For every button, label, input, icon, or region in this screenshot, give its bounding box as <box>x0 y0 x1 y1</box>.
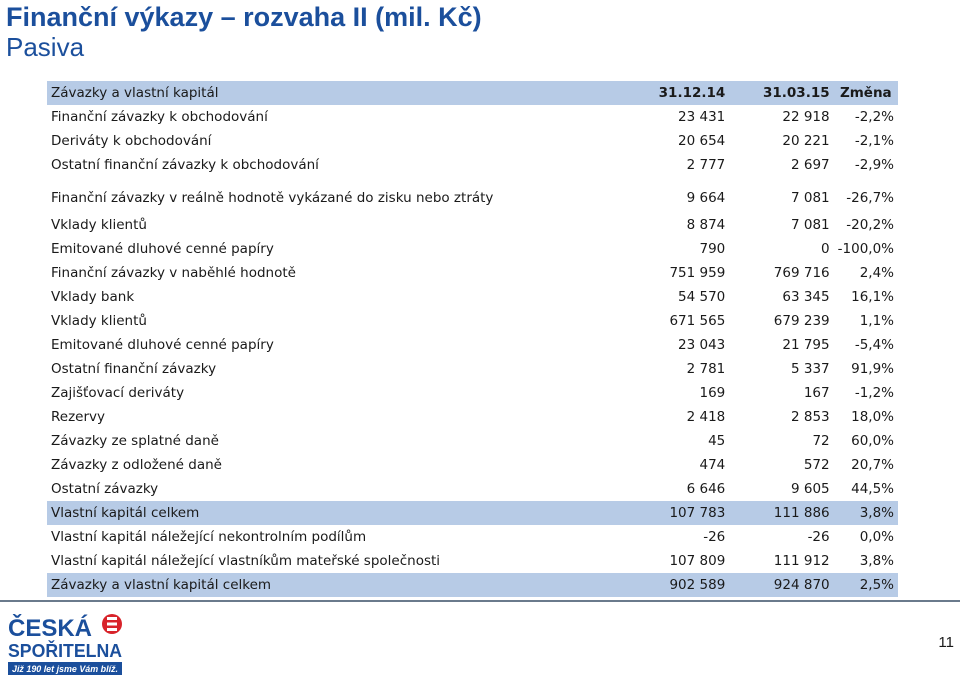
row-label: Vlastní kapitál náležející nekontrolním podílům <box>51 529 367 545</box>
row-value-change: 3,8% <box>859 553 894 569</box>
row-value-change: -5,4% <box>854 337 894 353</box>
logo-emblem-icon <box>102 614 122 634</box>
table-row <box>47 237 898 261</box>
table-row <box>47 549 898 573</box>
table-row <box>47 129 898 153</box>
row-value-31-12-14: 107 809 <box>669 553 726 569</box>
row-value-31-03-15: 72 <box>812 433 830 449</box>
page-subtitle: Pasiva <box>6 32 85 62</box>
row-value-31-03-15: 5 337 <box>790 361 830 377</box>
row-value-31-12-14: 23 431 <box>678 109 726 125</box>
logo-line1: ČESKÁ <box>8 615 93 642</box>
row-value-31-12-14: 20 654 <box>678 133 726 149</box>
ceska-sporitelna-logo <box>6 608 124 676</box>
row-value-change: 20,7% <box>851 457 894 473</box>
row-value-31-12-14: 474 <box>699 457 726 473</box>
row-value-31-12-14: 23 043 <box>678 337 726 353</box>
row-value-31-12-14: 45 <box>708 433 726 449</box>
row-value-31-03-15: 20 221 <box>782 133 830 149</box>
row-value-31-03-15: 2 853 <box>790 409 830 425</box>
row-label: Vlastní kapitál náležející vlastníkům mateřské společnosti <box>51 553 441 569</box>
table-row <box>47 285 898 309</box>
table-row <box>47 153 898 177</box>
row-value-31-03-15: 63 345 <box>782 289 830 305</box>
row-label: Emitované dluhové cenné papíry <box>51 337 274 353</box>
row-value-change: 2,5% <box>834 573 898 597</box>
row-label: Ostatní závazky <box>51 481 159 497</box>
row-value-change: -2,1% <box>854 133 894 149</box>
row-value-change: -26,7% <box>846 190 894 206</box>
row-value-change: 2,4% <box>859 265 894 281</box>
row-value-31-12-14: 54 570 <box>678 289 726 305</box>
column-header-label: Závazky a vlastní kapitál <box>47 81 621 105</box>
row-value-31-03-15: 111 912 <box>773 553 830 569</box>
row-value-change: -100,0% <box>837 241 894 257</box>
row-value-31-12-14: 2 777 <box>686 157 726 173</box>
table-row <box>47 453 898 477</box>
page-title: Finanční výkazy – rozvaha II (mil. Kč) <box>6 2 482 32</box>
row-value-31-12-14: 902 589 <box>621 573 729 597</box>
row-value-31-12-14: 169 <box>699 385 726 401</box>
row-label: Ostatní finanční závazky <box>51 361 217 377</box>
row-label: Finanční závazky v reálně hodnotě vykázané do zisku nebo ztráty <box>51 190 494 206</box>
footer-divider <box>0 600 960 602</box>
row-value-31-03-15: -26 <box>807 529 830 545</box>
row-value-31-12-14: 2 418 <box>686 409 726 425</box>
row-value-change: -20,2% <box>846 217 894 233</box>
table-row <box>47 477 898 501</box>
row-label: Finanční závazky k obchodování <box>51 109 268 125</box>
table-row <box>47 213 898 237</box>
row-value-31-03-15: 22 918 <box>782 109 830 125</box>
row-label: Závazky z odložené daně <box>51 457 222 473</box>
row-value-31-12-14: 107 783 <box>621 501 729 525</box>
row-value-31-12-14: 9 664 <box>686 190 726 206</box>
row-value-31-03-15: 679 239 <box>773 313 830 329</box>
table-row <box>47 177 898 213</box>
table-row <box>47 525 898 549</box>
row-value-change: -2,2% <box>854 109 894 125</box>
table-row <box>47 309 898 333</box>
row-label: Závazky a vlastní kapitál celkem <box>47 573 621 597</box>
balance-sheet-table <box>47 81 898 597</box>
row-value-31-03-15: 924 870 <box>729 573 833 597</box>
row-value-change: 60,0% <box>851 433 894 449</box>
table-row <box>47 405 898 429</box>
row-label: Vklady klientů <box>51 313 147 329</box>
row-value-31-03-15: 111 886 <box>729 501 833 525</box>
row-value-31-03-15: 769 716 <box>773 265 830 281</box>
row-value-change: 91,9% <box>851 361 894 377</box>
table-row <box>47 357 898 381</box>
row-label: Rezervy <box>51 409 105 425</box>
row-label: Závazky ze splatné daně <box>51 433 219 449</box>
row-value-31-12-14: 671 565 <box>669 313 726 329</box>
row-value-31-12-14: 790 <box>699 241 726 257</box>
row-value-31-03-15: 7 081 <box>790 190 830 206</box>
logo-line2: SPOŘITELNA <box>8 641 124 661</box>
table-row <box>47 261 898 285</box>
row-value-change: -1,2% <box>854 385 894 401</box>
table-row-highlighted <box>47 573 898 597</box>
row-value-31-12-14: 8 874 <box>686 217 726 233</box>
row-value-31-12-14: -26 <box>703 529 726 545</box>
row-label: Vklady klientů <box>51 217 147 233</box>
table-header-row <box>47 81 898 105</box>
row-value-change: 0,0% <box>859 529 894 545</box>
table-row <box>47 105 898 129</box>
row-label: Ostatní finanční závazky k obchodování <box>51 157 319 173</box>
page-number: 11 <box>938 634 954 651</box>
row-value-31-12-14: 2 781 <box>686 361 726 377</box>
column-header-change: Změna <box>834 81 898 105</box>
row-label: Zajišťovací deriváty <box>51 385 185 401</box>
row-value-31-03-15: 2 697 <box>790 157 830 173</box>
row-value-change: -2,9% <box>854 157 894 173</box>
row-value-change: 18,0% <box>851 409 894 425</box>
row-label: Vlastní kapitál celkem <box>47 501 621 525</box>
row-value-change: 44,5% <box>851 481 894 497</box>
row-value-31-03-15: 9 605 <box>790 481 830 497</box>
table-row <box>47 381 898 405</box>
logo-tagline: Již 190 let jsme Vám blíž. <box>12 664 118 674</box>
row-value-31-12-14: 751 959 <box>669 265 726 281</box>
row-value-31-03-15: 7 081 <box>790 217 830 233</box>
row-value-31-03-15: 0 <box>821 241 830 257</box>
row-label: Deriváty k obchodování <box>51 133 212 149</box>
row-label: Vklady bank <box>51 289 135 305</box>
row-value-31-03-15: 572 <box>803 457 830 473</box>
row-value-change: 3,8% <box>834 501 898 525</box>
row-label: Emitované dluhové cenné papíry <box>51 241 274 257</box>
table-row <box>47 429 898 453</box>
row-value-31-12-14: 6 646 <box>686 481 726 497</box>
table-row-highlighted <box>47 501 898 525</box>
column-header-31-03-15: 31.03.15 <box>729 81 833 105</box>
row-value-31-03-15: 21 795 <box>782 337 830 353</box>
row-value-31-03-15: 167 <box>803 385 830 401</box>
row-value-change: 1,1% <box>859 313 894 329</box>
column-header-31-12-14: 31.12.14 <box>621 81 729 105</box>
row-label: Finanční závazky v naběhlé hodnotě <box>51 265 296 281</box>
table-row <box>47 333 898 357</box>
row-value-change: 16,1% <box>851 289 894 305</box>
